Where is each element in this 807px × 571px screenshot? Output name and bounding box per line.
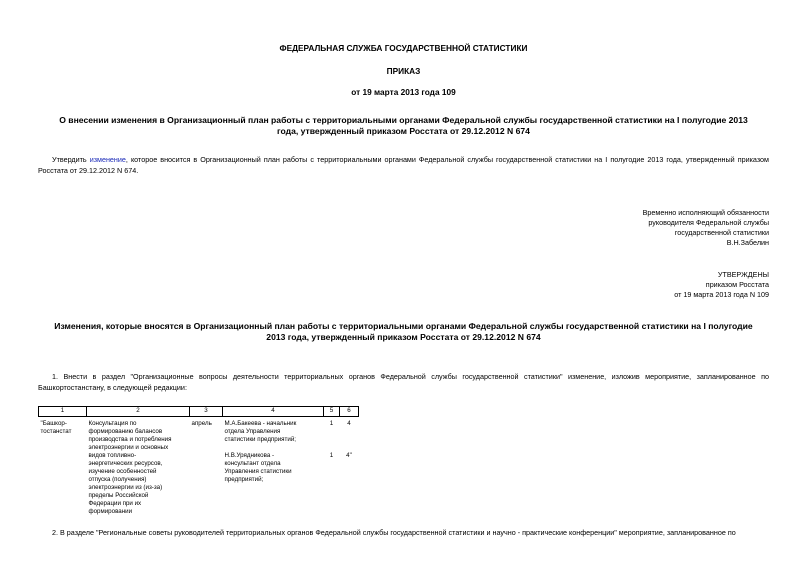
item-1-paragraph: 1. Внести в раздел "Организационные вопросы деятельности территориальных органов Федеральной службы государственной статистики" изменение, изложив мероприятие, запланированное по Башкортостанстану, в следующей редакции: bbox=[38, 372, 769, 392]
item-2-paragraph: 2. В разделе "Региональные советы руководителей территориальных органов Федеральной службы государственной статистики и научно - практические конференции" мероприятие, запланированное по bbox=[52, 528, 736, 537]
intro-prefix: Утвердить bbox=[52, 155, 90, 164]
signature-line1: Временно исполняющий обязанности bbox=[642, 208, 769, 217]
table-header-cell: 1 bbox=[39, 407, 87, 417]
table-cell-count: 1 bbox=[329, 452, 334, 459]
changes-table bbox=[38, 406, 359, 516]
approval-line2: приказом Росстата bbox=[705, 280, 769, 289]
table-header-cell: 6 bbox=[340, 407, 359, 417]
table-cell-days: 4 bbox=[347, 420, 351, 427]
doc-title-line2: года, утвержденный приказом Росстата от 29.12.2012 N 674 bbox=[277, 126, 530, 136]
table-cell-region bbox=[39, 452, 87, 516]
signature-block bbox=[643, 208, 769, 248]
intro-suffix: , которое вносится в Организационный план работы с территориальными органами Федеральной службы государственной статистики на I полугодие 2013 года, утвержденный приказом Росстата от 29.12.2012 N 674. bbox=[38, 155, 770, 175]
signature-line2: руководителя Федеральной службы bbox=[648, 218, 769, 227]
table-header-row bbox=[39, 407, 359, 417]
doc-title-line1: О внесении изменения в Организационный план работы с территориальными органами Федеральной службы государственной статистики на I полугодие 2013 bbox=[59, 115, 748, 125]
table-header-cell: 2 bbox=[87, 407, 190, 417]
table-header-cell: 4 bbox=[223, 407, 324, 417]
table-cell-region: "Башкор- тостанстат bbox=[40, 420, 72, 435]
table-cell-month: апрель bbox=[191, 420, 212, 427]
approval-block bbox=[674, 270, 769, 300]
doc-title bbox=[0, 115, 807, 137]
table-cell-responsible: М.А.Бакеева - начальник отдела Управления статистики предприятий; bbox=[224, 420, 297, 443]
intro-link[interactable]: изменение bbox=[89, 155, 126, 164]
table-row bbox=[39, 452, 359, 516]
doc-date: от 19 марта 2013 года 109 bbox=[351, 87, 456, 97]
table-cell-days: 4" bbox=[346, 452, 352, 459]
agency-name: ФЕДЕРАЛЬНАЯ СЛУЖБА ГОСУДАРСТВЕННОЙ СТАТИСТИКИ bbox=[279, 43, 528, 53]
table-cell-event: видов топливно- энергетических ресурсов, изучение особенностей отпуска (получения) электроэнергии из (из-за) пределы Российской Федерации при их формировании bbox=[88, 452, 163, 515]
signature-name: В.Н.Забелин bbox=[726, 238, 769, 247]
intro-paragraph bbox=[38, 154, 769, 176]
table-header-cell: 5 bbox=[324, 407, 340, 417]
changes-title-line1: Изменения, которые вносятся в Организационный план работы с территориальными органами Федеральной службы государственной статистики на I полугодие bbox=[54, 321, 753, 331]
table-cell-count: 1 bbox=[329, 420, 334, 427]
table-cell-event: Консультация по формированию балансов производства и потребления электроэнергии и основных bbox=[88, 420, 172, 451]
table-header-cell: 3 bbox=[190, 407, 223, 417]
changes-title-line2: 2013 года, утвержденный приказом Росстата от 29.12.2012 N 674 bbox=[266, 332, 541, 342]
table-row bbox=[39, 417, 359, 453]
table-cell-month bbox=[190, 452, 223, 516]
approval-line3: от 19 марта 2013 года N 109 bbox=[674, 290, 769, 299]
signature-line3: государственной статистики bbox=[674, 228, 769, 237]
table-cell-responsible: Н.В.Урядникова - консультант отдела Управления статистики предприятий; bbox=[224, 452, 292, 483]
doc-type: ПРИКАЗ bbox=[386, 66, 421, 76]
changes-title bbox=[0, 321, 807, 343]
approval-line1: УТВЕРЖДЕНЫ bbox=[717, 270, 769, 279]
